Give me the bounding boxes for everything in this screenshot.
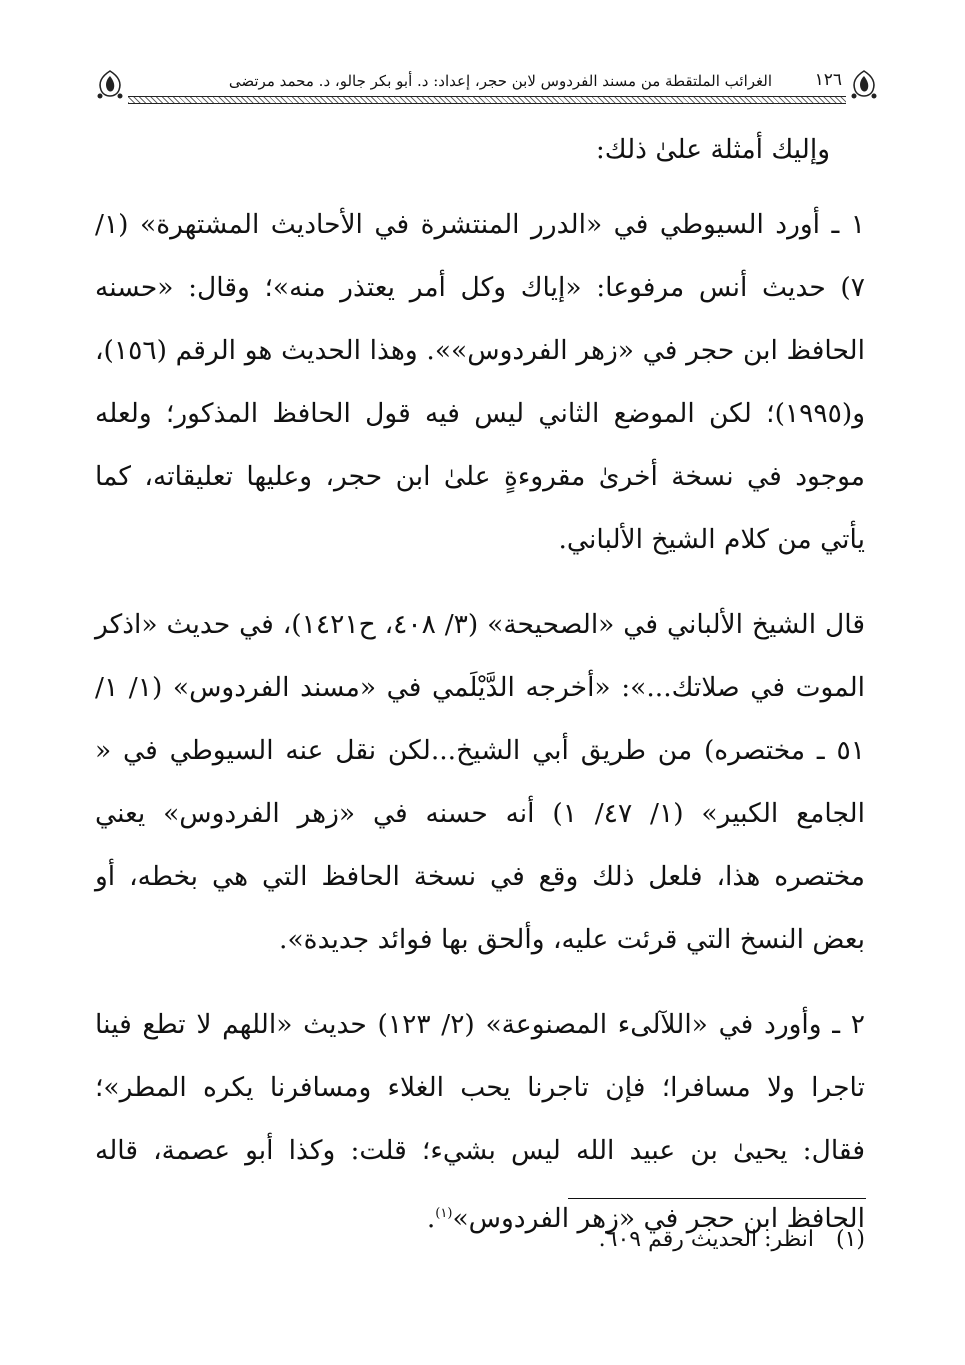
ornament-icon [92,68,128,102]
example-2 [95,993,865,1250]
example-2-text: ٢ ـ وأورد في «اللآلىء المصنوعة» (٢/ ١٢٣) حديث «اللهم لا تطع فينا تاجرا ولا مسافرا؛ فإن تاجرنا يحب الغلاء ومسافرنا يكره المطر»؛ فقال: يحيىٰ بن عبيد الله ليس بشيء؛ قلت: وكذا أبو عصمة، قاله الحافظ ابن حجر في «زهر الفردوس» [95,1009,865,1234]
intro-line: وإليك أمثلة علىٰ ذلك: [595,134,830,165]
page-body [95,118,865,1250]
footnote-ref: (١) [435,1206,453,1221]
ornament-icon [846,68,882,102]
footnote-text: انظر: الحديث رقم ٦٠٩. [598,1227,814,1252]
albani-quote: قال الشيخ الألباني في «الصحيحة» (٣/ ٤٠٨، ح١٤٢١)، في حديث «اذكر الموت في صلاتك...»: «أخرجه الدَّيْلَمي في «مسند الفردوس» (١/ ١/ ٥١ ـ مختصره) من طريق أبي الشيخ...لكن نقل عنه السيوطي في « الجامع الكبير» (١/ ٤٧/ ١) أنه حسنه في «زهر الفردوس» يعني مختصره هذا، فلعل ذلك وقع في نسخة الحافظ التي هي بخطه، أو بعض النسخ التي قرئت عليه، وألحق بها فوائد جديدة». [95,609,866,955]
page-header [92,66,882,106]
footnote-marker: (١) [835,1227,865,1252]
footnote [400,1227,865,1252]
running-title: الغرائب الملتقطة من مسند الفردوس لابن حجر، إعداد: د. أبو بكر جالو، د. محمد مرتضى [228,72,772,90]
header-rule [128,96,846,104]
example-2-end: . [426,1202,436,1234]
example-1: ١ ـ أورد السيوطي في «الدرر المنتشرة في الأحاديث المشتهرة» (١/ ٧) حديث أنس مرفوعا: «إياك وكل أمر يعتذر منه»؛ وقال: «حسنه الحافظ ابن حجر في «زهر الفردوس»». وهذا الحديث هو الرقم (١٥٦)، و(١٩٩٥)؛ لكن الموضع الثاني ليس فيه قول الحافظ المذكور؛ ولعله موجود في نسخة أخرىٰ مقروءةٍ علىٰ ابن حجر، وعليها تعليقاته، كما يأتي من كلام الشيخ الألباني. [95,209,865,555]
page-number: ١٢٦ [814,70,842,90]
footnote-rule [568,1198,866,1199]
